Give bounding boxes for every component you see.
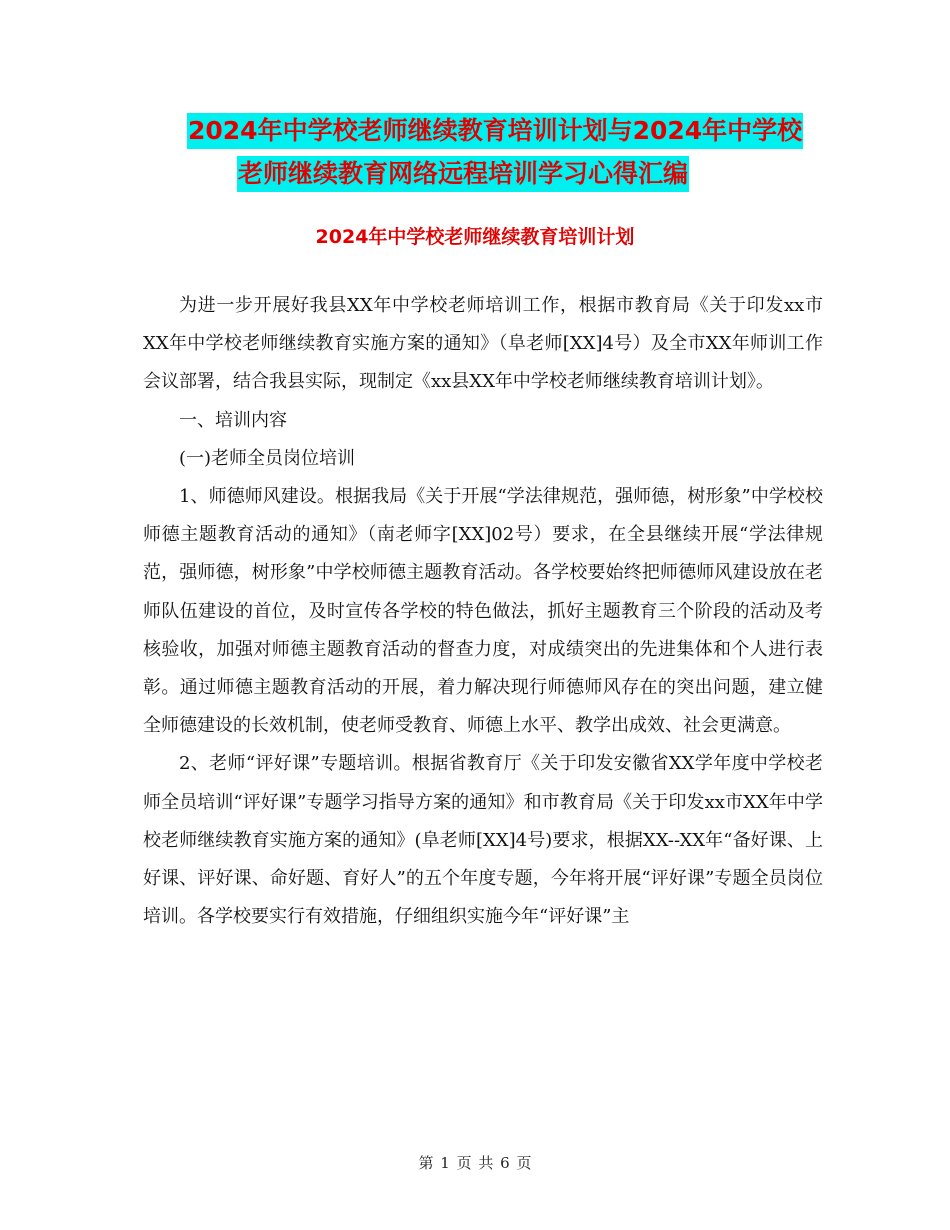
paragraph-intro: 为进一步开展好我县XX年中学校老师培训工作，根据市教育局《关于印发xx市XX年中学校老师继续教育实施方案的通知》（阜老师[XX]4号）及全市XX年师训工作会议部署，结合我县实际，现制定《xx县XX年中学校老师继续教育培训计划》。 (143, 295, 823, 393)
document-title-line-1: 2024年中学校老师继续教育培训计划与2024年中学校 (187, 113, 803, 149)
paragraph-ethics: 1、师德师风建设。根据我局《关于开展“学法律规范，强师德，树形象”中学校校师德主题教育活动的通知》（南老师字[XX]02号）要求，在全县继续开展“学法律规范，强师德，树形象”中学校师德主题教育活动。各学校要始终把师德师风建设放在老师队伍建设的首位，及时宣传各学校的特色做法，抓好主题教育三个阶段的活动及考核验收，加强对师德主题教育活动的督查力度，对成绩突出的先进集体和个人进行表彰。通过师德主题教育活动的开展，着力解决现行师德师风存在的突出问题，建立健全师德建设的长效机制，使老师受教育、师德上水平、教学出成效、社会更满意。 (143, 486, 823, 737)
document-body (143, 287, 823, 936)
paragraph-evaluate-lessons: 2、老师“评好课”专题培训。根据省教育厅《关于印发安徽省XX学年度中学校老师全员培训“评好课”专题学习指导方案的通知》和市教育局《关于印发xx市XX年中学校老师继续教育实施方案的通知》(阜老师[XX]4号)要求，根据XX--XX年“备好课、上好课、评好课、命好题、育好人”的五个年度专题，今年将开展“评好课”专题全员岗位培训。各学校要实行有效措施，仔细组织实施今年“评好课”主 (143, 753, 823, 928)
section-title: 2024年中学校老师继续教育培训计划 (315, 226, 635, 248)
page-footer: 第 1 页 共 6 页 (418, 1154, 532, 1172)
heading-training-content: 一、培训内容 (179, 409, 287, 431)
document-title-line-2: 老师继续教育网络远程培训学习心得汇编 (237, 156, 689, 192)
heading-all-staff-training: (一)老师全员岗位培训 (179, 447, 356, 469)
